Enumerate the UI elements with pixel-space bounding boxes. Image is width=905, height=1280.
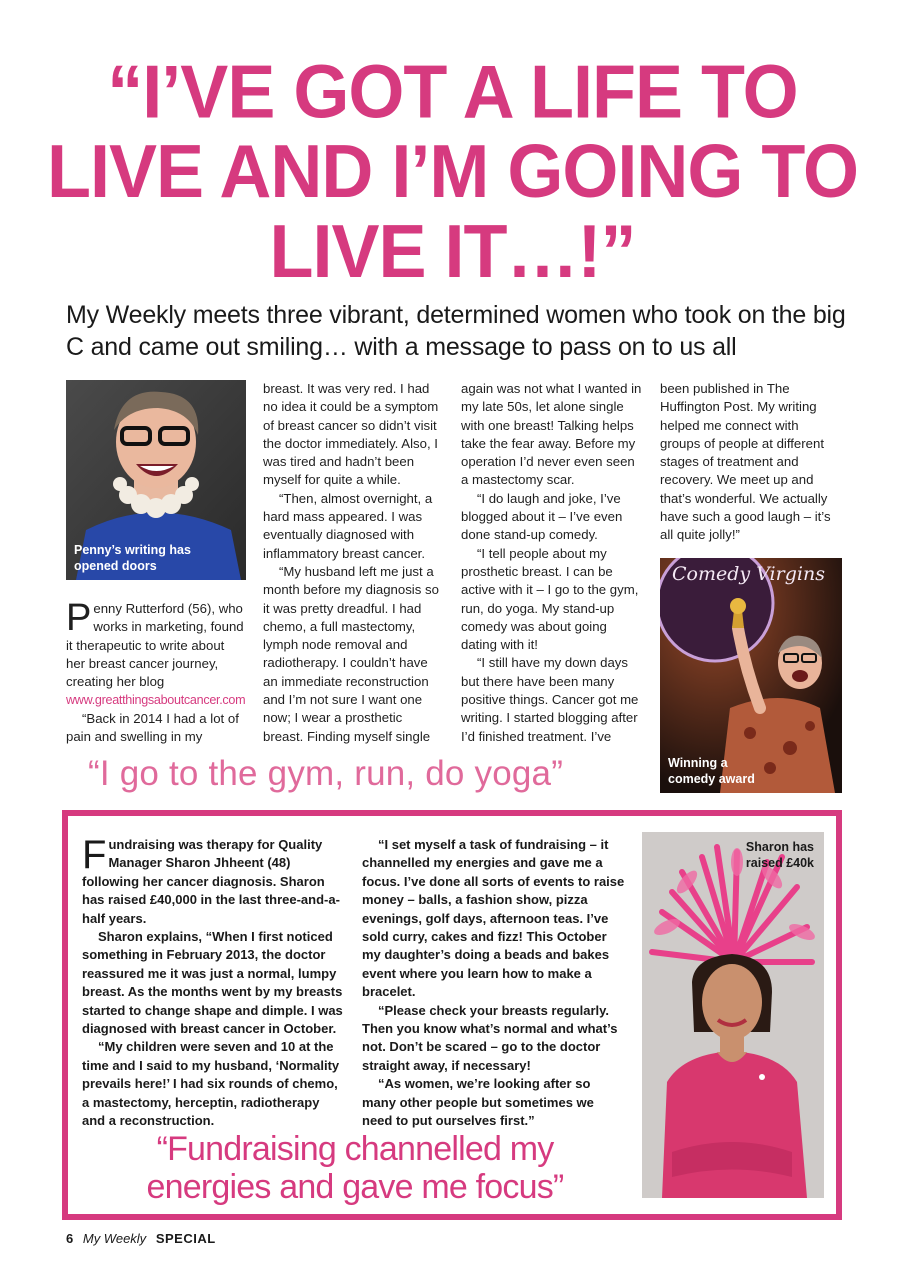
sharon-paragraph: “Please check your breasts regularly. Then you know what’s normal and what’s not. Don’t be scared – go to the doctor straight away, if necessary! xyxy=(362,1002,618,1073)
penny-paragraph: “I tell people about my prosthetic breast. I can be active with it – I go to the gym, run, do yoga. My stand-up comedy was about going dating with it! xyxy=(461,545,639,653)
standfirst: My Weekly meets three vibrant, determined women who took on the big C and came out smiling… with a message to pass on to us all xyxy=(66,301,846,361)
page-number: 6 xyxy=(66,1231,74,1246)
penny-intro-text: enny Rutterford (56), who works in marketing, found it therapeutic to write about her breast cancer journey, creating her blog xyxy=(66,601,244,690)
sharon-paragraph: “My children were seven and 10 at the time and I said to my husband, ‘Normality prevails here!’ I had six rounds of chemo, a mastectomy, herceptin, radiotherapy and a reconstruction. xyxy=(82,1039,340,1129)
sharon-portrait-illustration xyxy=(642,832,824,1198)
sharon-column-1 xyxy=(82,833,344,1131)
edition-label: SPECIAL xyxy=(155,1231,216,1246)
penny-column-2 xyxy=(263,380,444,746)
penny-paragraph: been published in The Huffington Post. My writing helped me connect with groups of people at different stages of treatment and recovery. We meet up and that’s wonderful. We actually have such a good laugh – it’s all quite jolly!” xyxy=(660,381,831,543)
penny-paragraph: “My husband left me just a month before my diagnosis so it was pretty dreadful. I had chemo, a full mastectomy, lymph node removal and radiotherapy. I couldn’t have an immediate reconstruction and I’m not sure I want one now; I wear a prosthetic breast. Finding myself single xyxy=(263,563,439,744)
comedy-award-photo xyxy=(660,558,842,793)
sharon-intro-text: undraising was therapy for Quality Manager Sharon Jhheent (48) following her cancer diagnosis. Sharon has raised £40,000 in the last three-and-a-half years. xyxy=(82,837,340,926)
penny-paragraph: breast. It was very red. I had no idea it could be a symptom of breast cancer so didn’t visit the doctor immediately. Also, I was tired and hadn’t been myself for quite a while. xyxy=(263,381,439,488)
page-footer xyxy=(66,1231,216,1246)
penny-paragraph: “I do laugh and joke, I’ve blogged about it – I’ve even done stand-up comedy. xyxy=(461,490,623,543)
drop-cap-p: P xyxy=(66,597,92,639)
penny-paragraph: “I still have my down days but there have been many positive things. Cancer got me writing. I started blogging after I’d finished treatment. I’ve xyxy=(461,655,639,744)
penny-paragraph: “Then, almost overnight, a hard mass appeared. I was eventually diagnosed with inflammatory breast cancer. xyxy=(263,490,433,561)
comedy-virgins-sign: Comedy Virgins xyxy=(672,563,825,585)
penny-column-3 xyxy=(461,380,643,746)
sharon-paragraph: “I set myself a task of fundraising – it channelled my energies and gave me a focus. I’ve done all sorts of events to raise money – balls, a fashion show, pizza evenings, golf days, afternoon teas. I’ve sold curry, cakes and fizz! This October my daughter’s doing a beads and bakes event where you learn how to make a bracelet. xyxy=(362,837,625,1000)
drop-cap-f: F xyxy=(82,833,107,877)
pull-quote-sharon: “Fundraising channelled my energies and gave me focus” xyxy=(146,1130,564,1206)
headline: “I’VE GOT A LIFE TO LIVE AND I’M GOING TO LIVE IT…!” xyxy=(46,50,859,294)
comedy-photo-caption: Winning a comedy award xyxy=(668,756,755,786)
penny-column-1 xyxy=(66,597,246,746)
penny-photo-caption: Penny’s writing has opened doors xyxy=(74,543,191,573)
penny-paragraph: again was not what I wanted in my late 50s, let alone single with one breast! Talking helps take the fear away. Before my operation I’d never even seen a mastectomy scar. xyxy=(461,381,642,488)
pull-quote-penny: “I go to the gym, run, do yoga” xyxy=(88,754,564,793)
sharon-photo xyxy=(642,832,824,1198)
sharon-paragraph: Sharon explains, “When I first noticed something in February 2013, the doctor reassured me it was just a normal, lumpy breast. As the months went by my breasts started to change shape and dimple. I was diagnosed with breast cancer in October. xyxy=(82,929,343,1037)
penny-photo xyxy=(66,380,246,580)
sharon-intro-paragraph xyxy=(82,833,344,928)
blog-link[interactable]: www.greatthingsaboutcancer.com xyxy=(66,693,246,708)
sharon-paragraph: “As women, we’re looking after so many other people but sometimes we need to put ourselves first.” xyxy=(362,1076,594,1129)
penny-paragraph: “Back in 2014 I had a lot of pain and swelling in my xyxy=(66,710,239,745)
penny-intro-paragraph xyxy=(66,597,246,710)
sharon-column-2 xyxy=(362,836,626,1131)
sharon-photo-caption: Sharon has raised £40k xyxy=(745,840,814,870)
magazine-name: My Weekly xyxy=(82,1231,147,1246)
penny-column-4 xyxy=(660,380,842,545)
